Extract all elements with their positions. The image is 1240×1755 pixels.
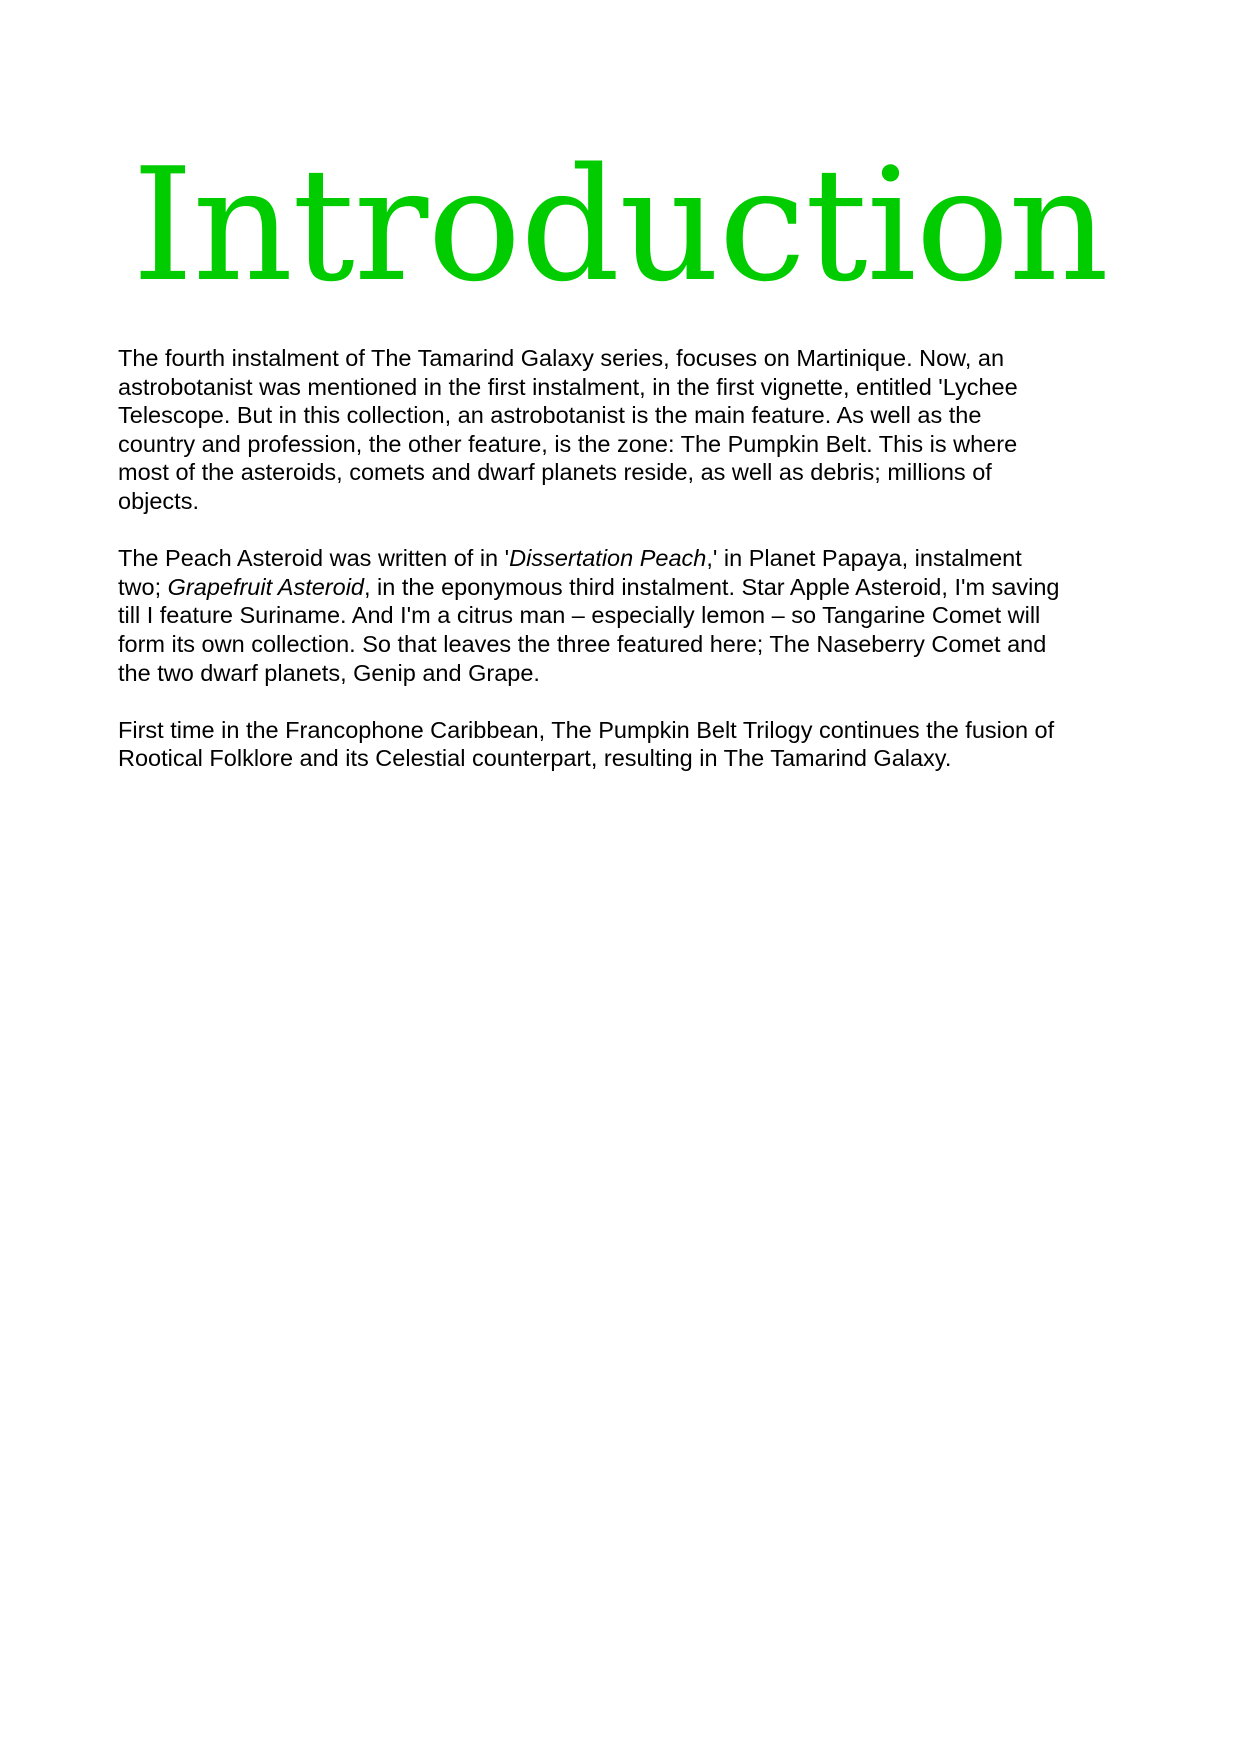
paragraph-1-line-6: objects. <box>118 487 199 514</box>
paragraph-2-line-3: till I feature Suriname. And I'm a citrus man – especially lemon – so Tangarine Comet will <box>118 602 1041 629</box>
paragraph-1-line-1: The fourth instalment of The Tamarind Galaxy series, focuses on Martinique. Now, an <box>118 345 1005 371</box>
paragraph-2-line-2-end: , in the eponymous third instalment. Star Apple Asteroid, I'm saving <box>364 573 1060 600</box>
paragraph-1-line-2: astrobotanist was mentioned in the first instalment, in the first vignette, entitled 'Lychee <box>118 373 1018 400</box>
paragraph-1-line-5: most of the asteroids, comets and dwarf planets reside, as well as debris; millions of <box>118 459 992 486</box>
page-title: Introduction <box>132 134 1108 316</box>
paragraph-3 <box>118 716 1128 773</box>
paragraph-2 <box>118 544 1128 687</box>
paragraph-2-line-4: form its own collection. So that leaves the three featured here; The Naseberry Comet and <box>118 630 1047 657</box>
paragraph-1-line-4: country and profession, the other feature, is the zone: The Pumpkin Belt. This is where <box>118 430 1018 457</box>
paragraph-2-line-1 <box>118 544 1128 573</box>
paragraph-2-line-2-start: two; <box>118 573 168 600</box>
paragraph-2-line-2 <box>118 573 1128 602</box>
paragraph-2-line-5: the two dwarf planets, Genip and Grape. <box>118 659 540 686</box>
paragraph-2-line-1-end: ,' in Planet Papaya, instalment <box>706 545 1022 572</box>
paragraph-1 <box>118 344 1128 516</box>
paragraph-3-line-2: Rootical Folklore and its Celestial counterpart, resulting in The Tamarind Galaxy. <box>118 745 952 772</box>
italic-title-grapefruit-asteroid: Grapefruit Asteroid <box>167 573 364 600</box>
paragraph-2-line-1-start: The Peach Asteroid was written of in ' <box>118 545 510 572</box>
italic-title-dissertation-peach: Dissertation Peach <box>509 545 707 572</box>
body-text <box>118 344 1128 802</box>
paragraph-3-line-1: First time in the Francophone Caribbean, The Pumpkin Belt Trilogy continues the fusion of <box>118 716 1055 743</box>
paragraph-1-line-3: Telescope. But in this collection, an astrobotanist is the main feature. As well as the <box>118 402 982 429</box>
